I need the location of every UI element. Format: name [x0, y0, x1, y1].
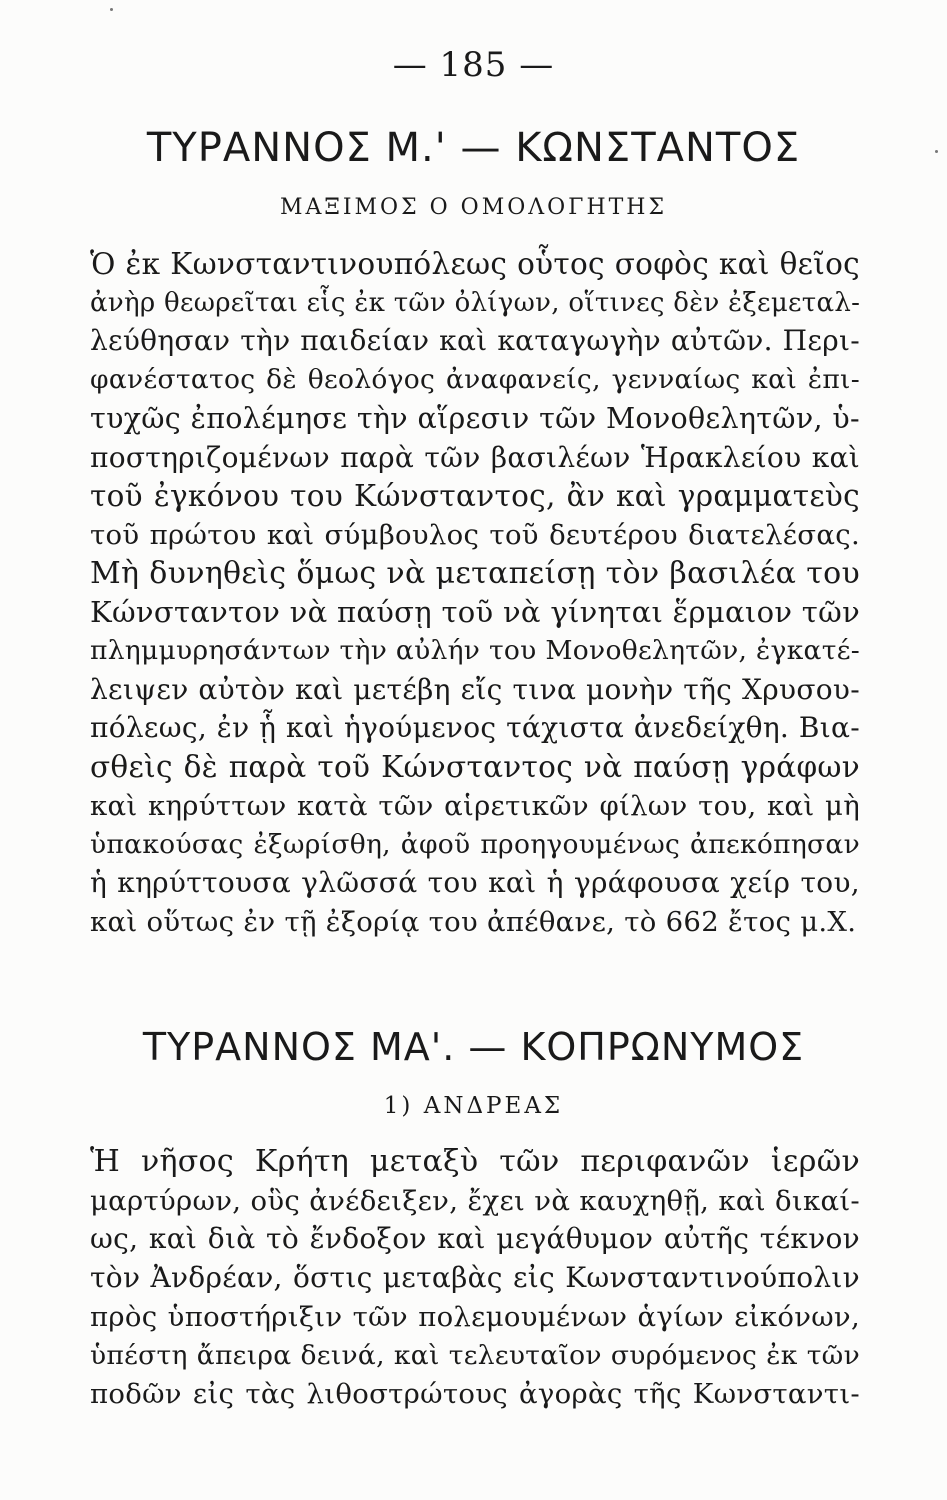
text-line: ὑπακούσας ἐξωρίσθη, ἀφοῦ προηγουμένως ἀπεκόπησαν	[90, 828, 860, 860]
section-heading-constans: ΤΥΡΑΝΝΟΣ Μ.' — ΚΩΝΣΤΑΝΤΟΣ	[146, 125, 801, 171]
subheading-andreas: 1) ΑΝΔΡΕΑΣ	[383, 1093, 564, 1119]
text-line: λειψεν αὐτὸν καὶ μετέβη εἴς τινα μονὴν τῆς Χρυσου-	[90, 672, 860, 706]
text-line: τοῦ ἐγκόνου του Κώνσταντος, ἂν καὶ γραμματεὺς	[90, 479, 860, 514]
text-line: Ἡ νῆσος Κρήτη μεταξὺ τῶν περιφανῶν ἱερῶν	[90, 1144, 860, 1179]
text-line: καὶ κηρύττων κατὰ τῶν αἱρετικῶν φίλων του, καὶ μὴ	[90, 789, 860, 822]
text-line: φανέστατος δὲ θεολόγος ἀναφανείς, γενναίως καὶ ἐπι-	[90, 364, 860, 396]
text-line: πλημμυρησάντων τὴν αὐλήν του Μονοθελητῶν, ἐγκατέ-	[90, 635, 860, 667]
text-line: ποστηριζομένων παρὰ τῶν βασιλέων Ἡρακλείου καὶ	[90, 440, 860, 474]
page-number: — 185 —	[392, 45, 555, 85]
text-line: τοῦ πρώτου καὶ σύμβουλος τοῦ δευτέρου διατελέσας.	[90, 518, 860, 551]
text-line: ὑπέστη ἄπειρα δεινά, καὶ τελευταῖον συρόμενος ἐκ τῶν	[90, 1339, 860, 1371]
text-line: λεύθησαν τὴν παιδείαν καὶ καταγωγὴν αὐτῶν. Περι-	[90, 324, 860, 358]
text-line: Κώνσταντον νὰ παύσῃ τοῦ νὰ γίνηται ἕρμαιον τῶν	[90, 595, 860, 630]
text-line: Ὁ ἐκ Κωνσταντινουπόλεως οὗτος σοφὸς καὶ θεῖος	[90, 247, 860, 281]
section-heading-kopronymos: ΤΥΡΑΝΝΟΣ ΜΑ'. — ΚΟΠΡΩΝΥΜΟΣ	[142, 1025, 805, 1069]
text-line: ως, καὶ διὰ τὸ ἔνδοξον καὶ μεγάθυμον αὐτῆς τέκνον	[90, 1222, 860, 1256]
paragraph-maximos	[90, 245, 860, 942]
text-line: καὶ οὕτως ἐν τῇ ἐξορίᾳ του ἀπέθανε, τὸ 662 ἔτος μ.Χ.	[90, 905, 857, 938]
paper-speck	[110, 8, 113, 11]
text-line: πρὸς ὑποστήριξιν τῶν πολεμουμένων ἁγίων εἰκόνων,	[90, 1300, 860, 1333]
text-line: ποδῶν εἰς τὰς λιθοστρώτους ἀγορὰς τῆς Κωνσταντι-	[90, 1378, 860, 1411]
text-line: τυχῶς ἐπολέμησε τὴν αἵρεσιν τῶν Μονοθελητῶν, ὑ-	[90, 401, 860, 435]
paper-speck	[935, 150, 938, 153]
text-line: ἡ κηρύττουσα γλῶσσά του καὶ ἡ γράφουσα χείρ του,	[90, 866, 860, 900]
text-line: τὸν Ἀνδρέαν, ὅστις μεταβὰς εἰς Κωνσταντινούπολιν	[90, 1261, 860, 1295]
text-line: μαρτύρων, οὓς ἀνέδειξεν, ἔχει νὰ καυχηθῇ, καὶ δικαί-	[90, 1184, 860, 1217]
subheading-maximos: ΜΑΞΙΜΟΣ Ο ΟΜΟΛΟΓΗΤΗΣ	[279, 195, 668, 220]
text-line: ἀνὴρ θεωρεῖται εἷς ἐκ τῶν ὀλίγων, οἵτινες δὲν ἐξεμεταλ-	[90, 287, 861, 318]
paragraph-andreas	[90, 1143, 860, 1414]
text-line: πόλεως, ἐν ᾗ καὶ ἡγούμενος τάχιστα ἀνεδείχθη. Βια-	[90, 711, 860, 745]
text-line: Μὴ δυνηθεὶς ὅμως νὰ μεταπείσῃ τὸν βασιλέα του	[90, 555, 860, 591]
text-line: σθεὶς δὲ παρὰ τοῦ Κώνσταντος νὰ παύσῃ γράφων	[90, 750, 860, 785]
